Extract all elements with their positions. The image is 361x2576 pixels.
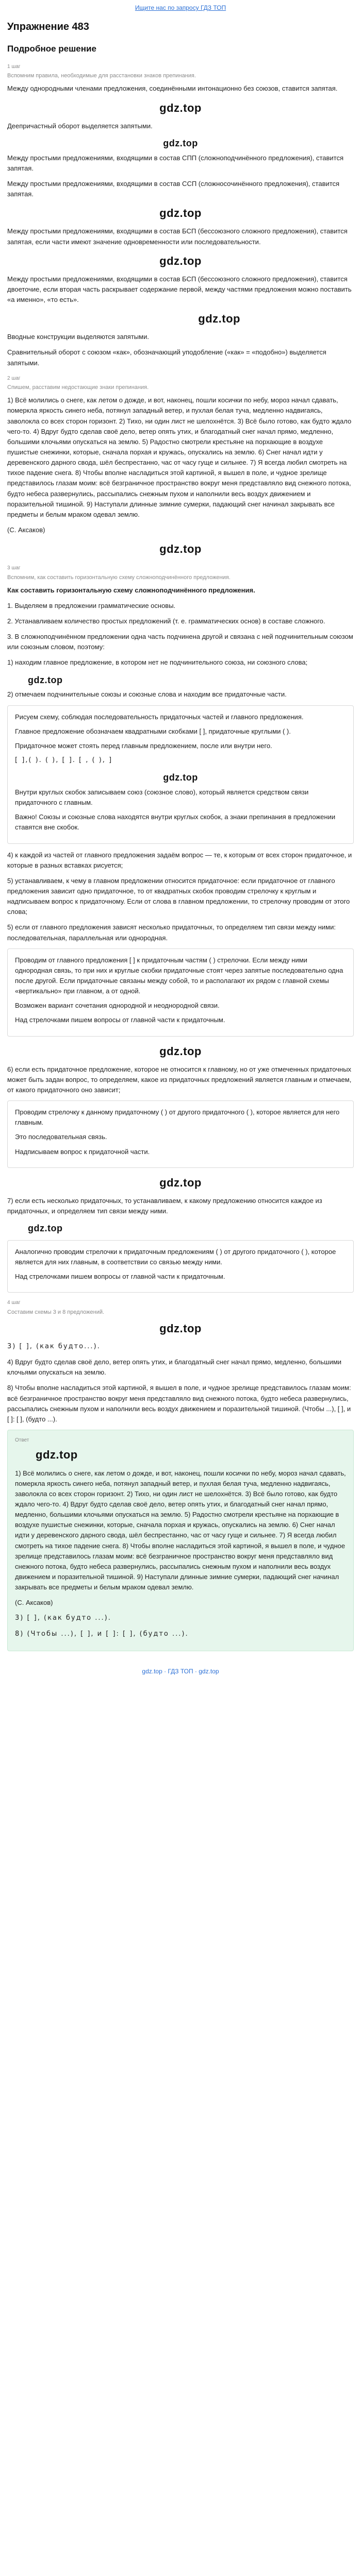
content: [0, 19, 361, 1663]
watermark: gdz.top: [163, 772, 198, 783]
step-desc: Спишем, расставим недостающие знаки препинания.: [7, 384, 149, 391]
footer-link[interactable]: gdz.top · ГДЗ ТОП · gdz.top: [142, 1667, 219, 1675]
box-text: Главное предложение обозначаем квадратными скобками [ ], придаточные круглыми ( ).: [15, 727, 291, 735]
watermark: gdz.top: [159, 101, 202, 114]
box-text: Рисуем схему, соблюдая последовательность придаточных частей и главного предложения.: [15, 713, 304, 721]
watermark: gdz.top: [159, 1044, 202, 1058]
instruction: 6) если есть придаточное предложение, которое не относится к главному, но от уже отмеченных придаточных может быть задан вопрос, то определяем, какое из придаточных предложений является главным и отмечаем, от какого придаточного оно зависит;: [7, 1065, 352, 1094]
watermark: gdz.top: [163, 138, 198, 148]
watermark: gdz.top: [159, 1321, 202, 1335]
watermark: gdz.top: [198, 312, 240, 326]
box-text: Проводим стрелочку к данному придаточному ( ) от другого придаточного ( ), которое является для него главным.: [15, 1108, 340, 1127]
schema-line: 3) [ ], (как будто...).: [7, 1343, 101, 1350]
watermark: gdz.top: [159, 254, 202, 267]
watermark: gdz.top: [159, 543, 202, 556]
box-text: Над стрелочками пишем вопросы от главной части к придаточным.: [15, 1273, 225, 1281]
watermark: gdz.top: [159, 207, 202, 220]
step-label: 1 шаг: [7, 63, 21, 70]
step-label: 3 шаг: [7, 565, 21, 571]
author: (С. Аксаков): [15, 1599, 53, 1607]
watermark: gdz.top: [159, 1176, 202, 1189]
solution-title: Подробное решение: [7, 43, 96, 54]
instruction: 7) если есть несколько придаточных, то устанавливаем, к какому предложению относится каждое из придаточных, и определяем тип связи между ними.: [7, 1196, 322, 1215]
exercise-title: Упражнение 483: [7, 21, 89, 32]
rule-text: Деепричастный оборот выделяется запятыми.: [7, 122, 153, 130]
rule-text: Между простыми предложениями, входящими в состав ССП (сложносочинённого предложения), ставится запятая.: [7, 180, 340, 198]
top-link[interactable]: Ищите нас по запросу ГДЗ ТОП: [135, 4, 226, 11]
info-box: [7, 948, 354, 1037]
watermark: gdz.top: [36, 1448, 78, 1462]
answer-box: [7, 1430, 354, 1651]
step-desc: Вспомним, как составить горизонтальную схему сложноподчинённого предложения.: [7, 574, 231, 581]
author: (С. Аксаков): [7, 526, 45, 534]
info-box: [7, 705, 354, 844]
instruction: 5) устанавливаем, к чему в главном предложении относится придаточное: если придаточное от главного предложения зависит одно придаточное, то от квадратных скобок проводим стрелочку к круглым и надписываем вопрос к придаточному. Если от слова в главном предложении, то стрелочку проводим от этого слова;: [7, 876, 350, 916]
instruction: 2) отмечаем подчинительные союзы и союзные слова и находим все придаточные части.: [7, 690, 287, 699]
info-box: [7, 1100, 354, 1168]
answer-label: Ответ: [15, 1437, 29, 1443]
instruction: 8) Чтобы вполне насладиться этой картиной, я вышел в поле, и чудное зрелище представилось глазам моим: всё безграничное пространство вокруг меня представляло вид снежного потока, будто небеса развернулись, рассыпались снежным пухом и наполнили весь воздух движением и поразительной тишиной. (Чтобы ...), [ ], и [ ]: [ ], (будто ...).: [7, 1384, 351, 1423]
box-text: Придаточное может стоять перед главным предложением, после или внутри него.: [15, 741, 272, 750]
rule-text: Между простыми предложениями, входящими в состав БСП (бессоюзного сложного предложения), ставится запятая, если части имеют значение одновременности или последовательности.: [7, 227, 348, 246]
box-text: Аналогично проводим стрелочки к придаточным предложениям ( ) от другого придаточного ( ), которое является для них главным, в соответствии со связью между ними.: [15, 1247, 336, 1266]
instruction: 3. В сложноподчинённом предложении одна часть подчинена другой и связана с ней подчинительным союзом или союзным словом, поэтому:: [7, 633, 353, 651]
instruction: 1) находим главное предложение, в котором нет не подчинительного союза, ни союзного слова;: [7, 658, 308, 667]
exercise-text: 1) Всё молились о снеге, как летом о дожде, и вот, наконец, пошли косички по небу, мороз начал сдавать, померкла яркость синего неба, потянул западный ветер, и пухлая белая туча, медленно надвигаясь, заволокла со всех сторон горизонт. 2) Тихо, ни один лист не шелохнётся. 3) Всё было готово, как будто ждало чего-то. 4) Вдруг будто сделав своё дело, ветер опять утих, и благодатный снег начал прямо, медленно, большими клочьями опускаться на землю. 5) Радостно смотрели крестьяне на порхающие в воздухе пушистые снежинки, которые, сначала порхая и кружась, опускались на землю. 6) Снег начал идти у деревенского дарного свода, шёл беспрестанно, час от часу гуще и сильнее. 7) Я всегда любил смотреть на тихое падение снега. 8) Чтобы вполне насладиться этой картиной, я вышел в поле, и чудное зрелище представилось глазам моим: всё безграничное пространство вокруг меня представляло вид снежного потока, будто небеса развернулись, рассыпались снежным пухом и наполнили весь воздух движением и поразительной тишиной. 9) Наступали длинные зимние сумерки, падающий снег начинал закрывать все предметы и белым мраком одевал землю.: [7, 396, 352, 518]
step-label: 4 шаг: [7, 1300, 21, 1306]
box-text: Внутри круглых скобок записываем союз (союзное слово), который является средством связи придаточного с главным.: [15, 788, 309, 807]
step-label: 2 шаг: [7, 375, 21, 381]
box-text: Это последовательная связь.: [15, 1133, 107, 1141]
watermark: gdz.top: [28, 674, 63, 685]
schema-example: [ ],( ). ( ), [ ]. [ , ( ), ]: [15, 756, 113, 765]
instruction: 2. Устанавливаем количество простых предложений (т. е. грамматических основ) в составе сложного.: [7, 617, 325, 625]
instruction: 4) Вдруг будто сделав своё дело, ветер опять утих, и благодатный снег начал прямо, медленно, большими клочьями опускаться на землю.: [7, 1358, 342, 1377]
info-box: [7, 1240, 354, 1293]
rule-text: Между простыми предложениями, входящими в состав БСП (бессоюзного сложного предложения), ставится двоеточие, если вторая часть раскрывает содержание первой, между частями предложения можно поставить «а именно», «то есть».: [7, 275, 352, 304]
instruction: 4) к каждой из частей от главного предложения задаём вопрос — те, к которым от всех сторон придаточное, и которые в разных вставках рисуется;: [7, 851, 352, 869]
box-text: Надписываем вопрос к придаточной части.: [15, 1147, 150, 1156]
step-desc: Вспомним правила, необходимые для расстановки знаков препинания.: [7, 73, 196, 79]
watermark: gdz.top: [28, 1223, 63, 1234]
section-heading: Как составить горизонтальную схему сложноподчинённого предложения.: [7, 586, 255, 594]
instruction: 5) если от главного предложения зависят несколько придаточных, то определяем тип связи между ними: последовательная, параллельная или однородная.: [7, 923, 336, 942]
rule-text: Между однородными членами предложения, соединёнными интонационно без союзов, ставится запятая.: [7, 84, 338, 93]
answer-text: 1) Всё молились о снеге, как летом о дожде, и вот, наконец, пошли косички по небу, мороз начал сдавать, померкла яркость синего неба, потянул западный ветер, и пухлая белая туча, медленно надвигаясь, заволокла со всех сторон горизонт. 2) Тихо, ни один лист не шелохнётся. 3) Всё было готово, как будто ждало чего-то. 4) Вдруг будто сделав своё дело, ветер опять утих, и благодатный снег начал прямо, медленно, большими клочьями опускаться на землю. 5) Радостно смотрели крестьяне на порхающие в воздухе пушистые снежинки, которые, сначала порхая и кружась, опускались на землю. 6) Снег начал идти у деревенского дарного свода, шёл беспрестанно, час от часу гуще и сильнее. 7) Я всегда любил смотреть на тихое падение снега. 8) Чтобы вполне насладиться этой картиной, я вышел в поле, и чудное зрелище представилось глазам моим: всё безграничное пространство вокруг меня представляло вид снежного потока, будто небеса развернулись, рассыпались снежным пухом и наполнили весь воздух движением и поразительной тишиной. 9) Наступали длинные зимние сумерки, падающий снег начинал закрывать все предметы и белым мраком одевал землю.: [15, 1469, 346, 1591]
box-text: Возможен вариант сочетания однородной и неоднородной связи.: [15, 1002, 220, 1010]
instruction: 1. Выделяем в предложении грамматические основы.: [7, 601, 176, 609]
box-text: Проводим от главного предложения [ ] к придаточным частям ( ) стрелочки. Если между ними однородная связь, то при них и круглые скобки придаточные стоят через запятые последовательно одна после другой. Если придаточные связаны между собой, то и располагают их рядом с главной схемы «вертикально» при главном, а от одной.: [15, 956, 343, 995]
box-text: Важно! Союзы и союзные слова находятся внутри круглых скобок, а знаки препинания в предложении ставятся вне скобок.: [15, 813, 336, 832]
answer-schema: 3) [ ], (как будто ...).: [15, 1614, 111, 1622]
rule-text: Сравнительный оборот с союзом «как», обозначающий уподобление («как» = «подобно») выделяется запятыми.: [7, 348, 326, 367]
box-text: Над стрелочками пишем вопросы от главной части к придаточным.: [15, 1016, 225, 1024]
answer-schema: 8) (Чтобы ...), [ ], и [ ]: [ ], (будто ...).: [15, 1630, 189, 1638]
step-desc: Составим схемы 3 и 8 предложений.: [7, 1309, 105, 1315]
rule-text: Вводные конструкции выделяются запятыми.: [7, 333, 149, 341]
rule-text: Между простыми предложениями, входящими в состав СПП (сложноподчинённого предложения), ставится запятая.: [7, 154, 344, 172]
